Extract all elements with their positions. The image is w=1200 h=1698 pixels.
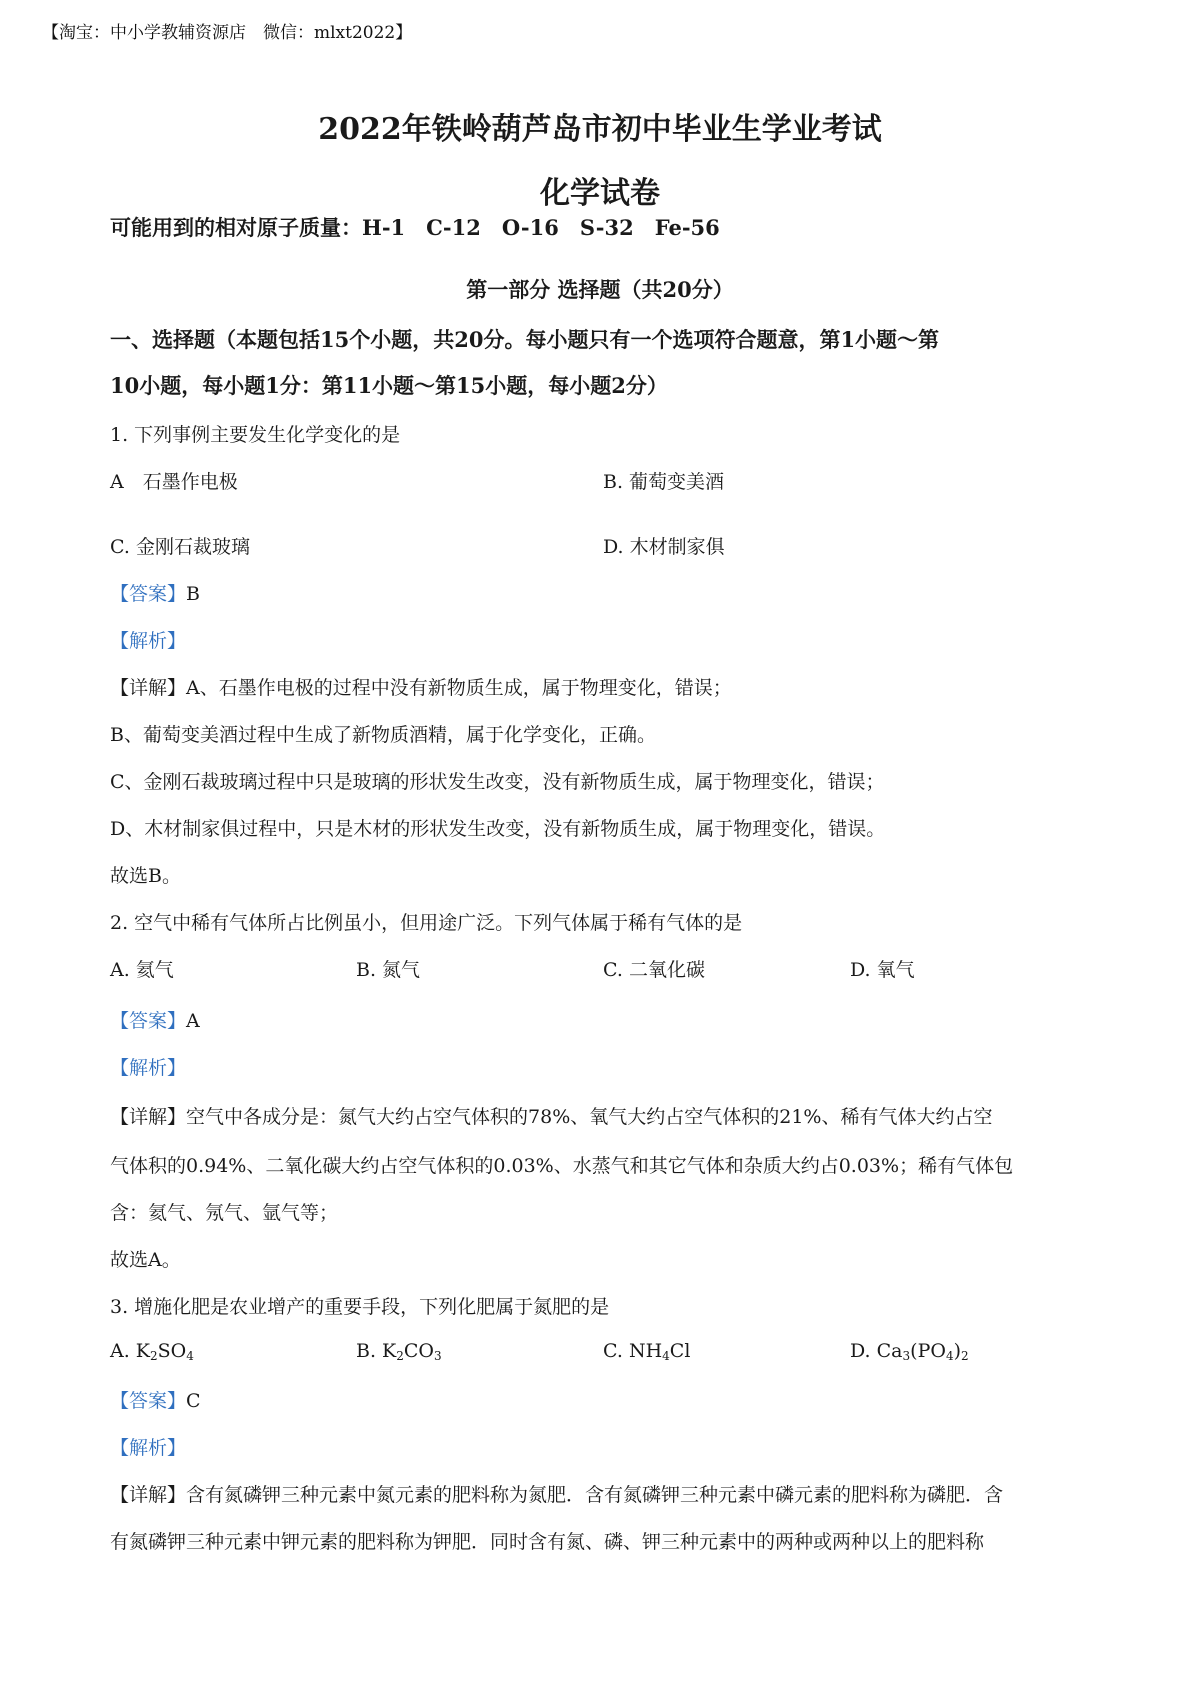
exam-title: 2022年铁岭葫芦岛市初中毕业生学业考试	[318, 112, 882, 147]
q2-detail-line-4: 故选A。	[110, 1249, 181, 1271]
detail-label: 【详解】	[110, 1106, 187, 1128]
q1-stem: 1. 下列事例主要发生化学变化的是	[110, 424, 401, 446]
q1-detail-line-4: D、木材制家俱过程中，只是木材的形状发生改变，没有新物质生成，属于物理变化，错误。	[110, 818, 886, 840]
atomic-mass-line: 可能用到的相对原子质量：H-1 C-12 O-16 S-32 Fe-56	[110, 215, 720, 240]
detail-label: 【详解】	[110, 1484, 187, 1506]
q1-option-b: B. 葡萄变美酒	[603, 471, 725, 493]
q3-detail-line-1	[110, 1480, 1003, 1507]
analysis-label: 【解析】	[110, 630, 187, 652]
q3-option-d: D. $Ca_3(PO_4)_2$	[850, 1340, 969, 1363]
q3-answer	[110, 1386, 201, 1413]
q2-detail-line-3: 含：氦气、氖气、氩气等；	[110, 1202, 339, 1224]
section-title: 第一部分 选择题（共20分）	[466, 277, 734, 302]
q1-option-a: A 石墨作电极	[110, 471, 238, 493]
q1-detail-line-3: C、金刚石裁玻璃过程中只是玻璃的形状发生改变，没有新物质生成，属于物理变化，错误；	[110, 771, 885, 793]
q3-detail-text-1: 含有氮磷钾三种元素中氮元素的肥料称为氮肥．含有氮磷钾三种元素中磷元素的肥料称为磷肥．含	[186, 1484, 1004, 1506]
q1-option-c: C. 金刚石裁玻璃	[110, 536, 250, 558]
analysis-label: 【解析】	[110, 1437, 187, 1459]
q1-analysis	[110, 626, 186, 653]
q2-answer	[110, 1006, 200, 1033]
q2-analysis	[110, 1053, 186, 1080]
watermark-text: 【淘宝：中小学教辅资源店 微信：mlxt2022】	[42, 23, 413, 43]
answer-label: 【答案】	[110, 1390, 187, 1412]
q1-option-d: D. 木材制家俱	[603, 536, 725, 558]
answer-label: 【答案】	[110, 1010, 187, 1032]
q2-detail-line-1	[110, 1102, 992, 1129]
q1-detail-line-2: B、葡萄变美酒过程中生成了新物质酒精，属于化学变化，正确。	[110, 724, 656, 746]
q3-option-b: B. $K_2CO_3$	[356, 1340, 442, 1363]
q2-stem: 2. 空气中稀有气体所占比例虽小，但用途广泛。下列气体属于稀有气体的是	[110, 912, 743, 934]
instructions-line-2: 10小题，每小题1分：第11小题～第15小题，每小题2分）	[110, 373, 668, 398]
q3-option-a: A. $K_2SO_4$	[110, 1340, 194, 1363]
q1-answer-value: B	[186, 583, 200, 605]
q2-answer-value: A	[186, 1010, 200, 1032]
q1-detail-line-1	[110, 673, 732, 700]
q3-detail-line-2: 有氮磷钾三种元素中钾元素的肥料称为钾肥．同时含有氮、磷、钾三种元素中的两种或两种以上的肥料称	[110, 1531, 985, 1553]
q2-option-d: D. 氧气	[850, 959, 915, 981]
q2-option-c: C. 二氧化碳	[603, 959, 705, 981]
answer-label: 【答案】	[110, 583, 187, 605]
q3-stem: 3. 增施化肥是农业增产的重要手段，下列化肥属于氮肥的是	[110, 1296, 610, 1318]
q2-option-a: A. 氦气	[110, 959, 174, 981]
q2-detail-line-2: 气体积的0.94%、二氧化碳大约占空气体积的0.03%、水蒸气和其它气体和杂质大约占0.03%；稀有气体包	[110, 1155, 1014, 1177]
exam-subtitle: 化学试卷	[540, 176, 660, 211]
q2-option-b: B. 氮气	[356, 959, 421, 981]
q1-detail-line-5: 故选B。	[110, 865, 181, 887]
q3-answer-value: C	[186, 1390, 201, 1412]
q3-option-c: C. $NH_4Cl$	[603, 1340, 691, 1363]
detail-label: 【详解】	[110, 677, 187, 699]
q1-detail-text-1: A、石墨作电极的过程中没有新物质生成，属于物理变化，错误；	[186, 677, 732, 699]
analysis-label: 【解析】	[110, 1057, 187, 1079]
instructions-line-1: 一、选择题（本题包括15个小题，共20分。每小题只有一个选项符合题意，第1小题～第	[110, 327, 940, 352]
q2-detail-text-1: 空气中各成分是：氮气大约占空气体积的78%、氧气大约占空气体积的21%、稀有气体大约占空	[186, 1106, 993, 1128]
q3-analysis	[110, 1433, 186, 1460]
q1-answer	[110, 579, 200, 606]
